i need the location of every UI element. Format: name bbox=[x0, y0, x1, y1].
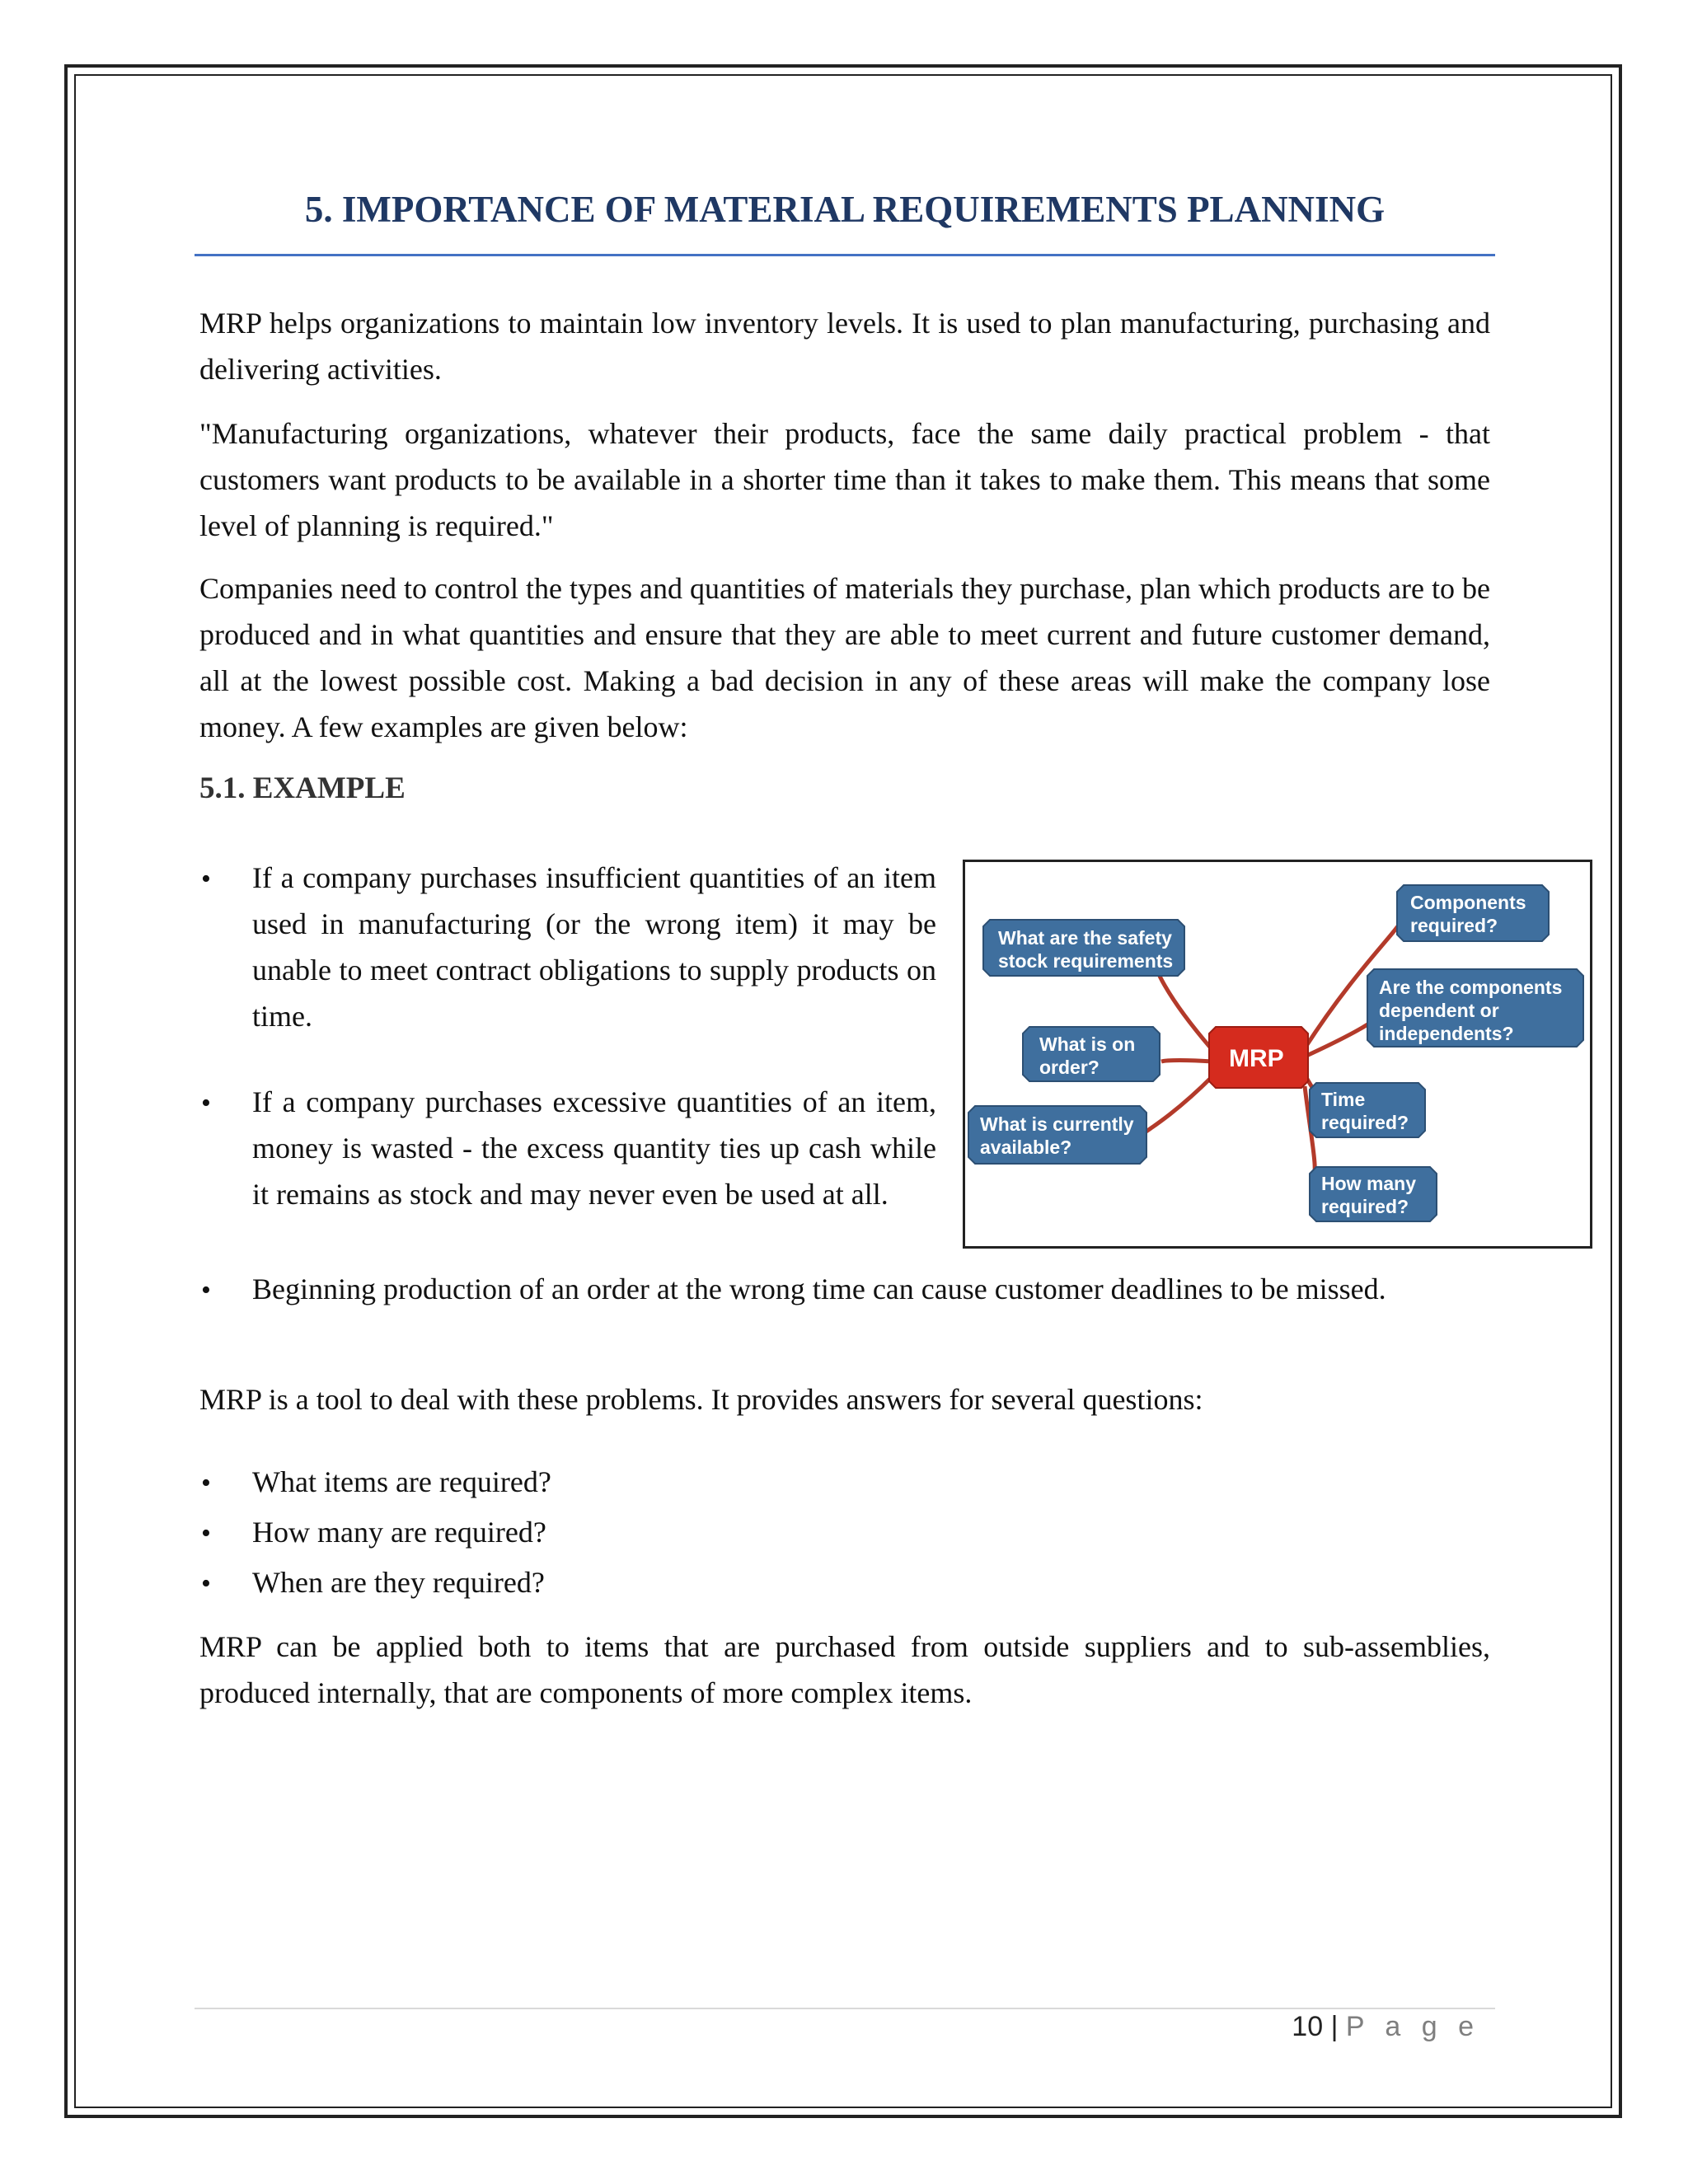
list-item-example-3: Beginning production of an order at the wrong time can cause customer deadlines to be missed. bbox=[252, 1272, 1386, 1305]
node-on-order bbox=[1023, 1027, 1160, 1081]
svg-text:What is on: What is on bbox=[1039, 1033, 1136, 1055]
node-safety-stock bbox=[983, 920, 1184, 976]
svg-text:independents?: independents? bbox=[1379, 1023, 1514, 1044]
title-underline bbox=[195, 254, 1495, 256]
paragraph-intro: MRP helps organizations to maintain low inventory levels. It is used to plan manufacturing, purchasing and delivering activities. bbox=[199, 307, 1490, 386]
bullet-icon: • bbox=[201, 1275, 211, 1305]
list-item-question-1: What items are required? bbox=[252, 1465, 551, 1498]
node-dependent-components bbox=[1367, 969, 1583, 1047]
svg-text:Components: Components bbox=[1410, 892, 1526, 913]
section-heading: 5.1. EXAMPLE bbox=[199, 771, 406, 805]
list-item-question-3: When are they required? bbox=[252, 1566, 545, 1599]
page-title: 5. IMPORTANCE OF MATERIAL REQUIREMENTS PLANNING bbox=[304, 189, 1386, 230]
list-item-question-2: How many are required? bbox=[252, 1516, 546, 1549]
paragraph-companies: Companies need to control the types and quantities of materials they purchase, plan which products are to be produced and in what quantities and ensure that they are able to meet current and future customer demand, all at the lowest possible cost. Making a bad decision in any of these areas will make the company lose money. A few examples are given below: bbox=[199, 572, 1490, 743]
list-item-example-1: If a company purchases insufficient quantities of an item used in manufacturing (or the wrong item) it may be unable to meet contract obligations to supply products on time. bbox=[252, 861, 936, 1033]
bullet-icon: • bbox=[201, 1518, 211, 1549]
page-label: P a g e bbox=[1345, 2011, 1480, 2042]
svg-text:What is currently: What is currently bbox=[980, 1113, 1134, 1135]
bullet-icon: • bbox=[201, 864, 211, 894]
node-time-required bbox=[1310, 1083, 1425, 1137]
footer-separator: | bbox=[1330, 2011, 1339, 2042]
node-currently-available bbox=[968, 1106, 1146, 1164]
svg-text:stock requirements: stock requirements bbox=[998, 950, 1174, 972]
svg-text:Are the components: Are the components bbox=[1379, 977, 1563, 998]
bullet-icon: • bbox=[201, 1568, 211, 1599]
list-item-example-2: If a company purchases excessive quantities of an item, money is wasted - the excess quantity ties up cash while it remains as stock and may never even be used at all. bbox=[252, 1085, 936, 1211]
link-on-order bbox=[1161, 1061, 1212, 1062]
svg-text:MRP: MRP bbox=[1229, 1045, 1284, 1072]
svg-text:required?: required? bbox=[1321, 1112, 1409, 1133]
node-mrp-center bbox=[1209, 1027, 1308, 1088]
svg-text:order?: order? bbox=[1039, 1057, 1100, 1078]
svg-text:required?: required? bbox=[1410, 915, 1498, 936]
svg-text:How many: How many bbox=[1321, 1173, 1417, 1194]
mrp-mindmap-diagram bbox=[965, 862, 1590, 1246]
paragraph-applied: MRP can be applied both to items that are purchased from outside suppliers and to sub-assemblies, produced internally, that are components of more complex items. bbox=[199, 1630, 1490, 1709]
node-components-required bbox=[1397, 885, 1549, 941]
page-footer bbox=[1292, 2011, 1480, 2043]
svg-text:required?: required? bbox=[1321, 1196, 1409, 1217]
node-how-many-required bbox=[1310, 1167, 1437, 1221]
svg-text:dependent or: dependent or bbox=[1379, 1000, 1499, 1021]
svg-text:available?: available? bbox=[980, 1137, 1072, 1158]
paragraph-quote: "Manufacturing organizations, whatever their products, face the same daily practical problem - that customers want products to be available in a shorter time than it takes to make them. This means that some level of planning is required." bbox=[199, 417, 1490, 542]
footer-divider bbox=[195, 2008, 1495, 2009]
svg-text:What are the safety: What are the safety bbox=[998, 927, 1172, 949]
svg-text:Time: Time bbox=[1321, 1089, 1366, 1110]
mrp-mindmap-figure bbox=[963, 860, 1592, 1249]
bullet-icon: • bbox=[201, 1468, 211, 1498]
paragraph-tool: MRP is a tool to deal with these problems. It provides answers for several questions: bbox=[199, 1383, 1203, 1416]
bullet-icon: • bbox=[201, 1088, 211, 1118]
page-number: 10 bbox=[1292, 2011, 1324, 2042]
link-available bbox=[1142, 1076, 1212, 1134]
